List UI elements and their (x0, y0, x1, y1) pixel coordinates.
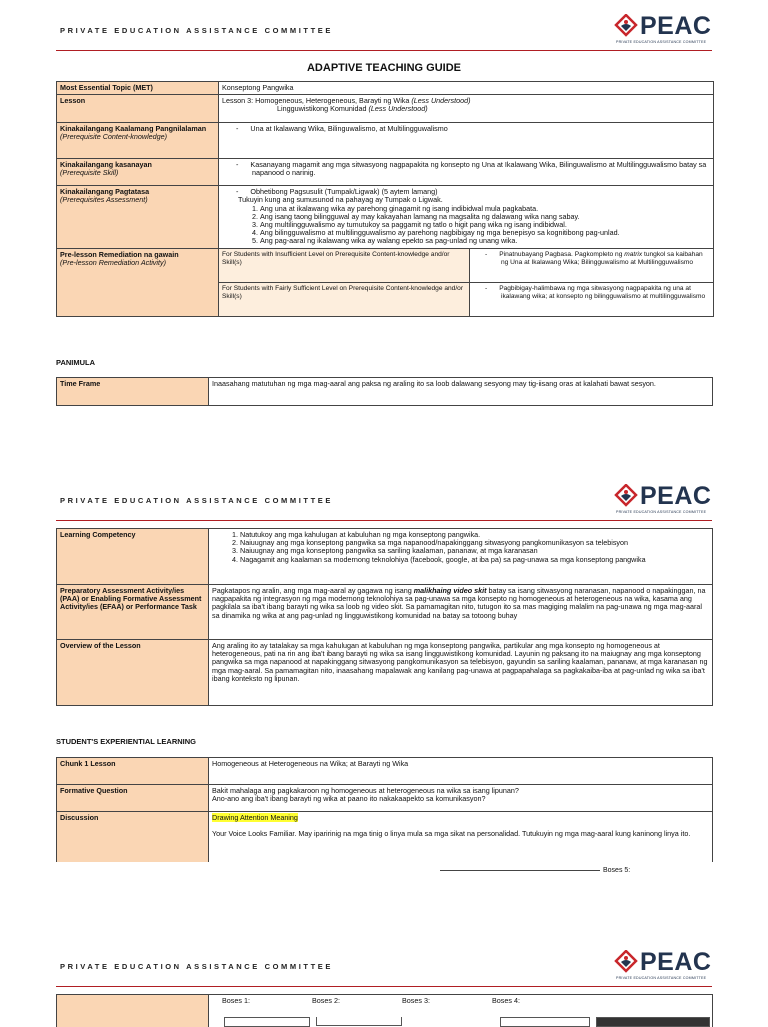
lesson-line2: Lingguwistikong Komunidad (277, 104, 367, 114)
rem-row1-right (470, 248, 714, 282)
disc-highlight: Drawing Attention Meaning (212, 813, 298, 822)
table-row (57, 758, 713, 785)
competency-table (56, 528, 713, 706)
list-item: 2. Ang isang taong bilingguwal ay may kakayahan lamang na magsalita ng dalawang wika nang sabay. (260, 213, 710, 221)
pra-label (57, 186, 219, 248)
rem-label (57, 248, 219, 316)
rem-row1-item: - Pinatnubayang Pagbasa. Pagkompleto ng matrix tungkol sa kaibahan ng Una at Ikalawang Wika; Bilingguwalismo at Multilingguwalismo (501, 251, 710, 267)
table-row (57, 248, 714, 282)
page-title: ADAPTIVE TEACHING GUIDE (306, 62, 461, 74)
header-rule (56, 986, 712, 987)
peac-mark-icon (614, 950, 638, 974)
voice-label: Boses 1: (222, 996, 250, 1005)
voice-label: Boses 4: (492, 996, 520, 1005)
list-item: 2. Naiuugnay ang mga konseptong pangwika sa mga napanood/napakinggang sitwasyong pangkomunikasyon sa telebisyon (240, 539, 709, 547)
table-row (57, 95, 714, 123)
logo-text: PEAC (640, 482, 712, 510)
logo-text: PEAC (640, 12, 712, 40)
divider (440, 870, 600, 871)
tf-value: Inaasahang matutuhan ng mga mag-aaral ang paksa ng araling ito sa loob dalawang sesyong may tig-iisang oras at kalahati bawat sesyon. (209, 378, 713, 406)
fq-line2: Ano-ano ang iba't ibang barayti ng wika at paano ito nakakaapekto sa komunikasyon? (212, 794, 486, 804)
pra-instruction: Tukuyin kung ang sumusunod na pahayag ay Tumpak o Ligwak. (238, 195, 443, 205)
list-item: 3. Ang multilingguwalismo ay tumutukoy sa paggamit ng tatlo o higit pang wika ng isang indibidwal. (260, 221, 710, 229)
page-header-2 (0, 470, 768, 514)
table-row (57, 82, 714, 95)
prk-sub: (Prerequisite Content-knowledge) (60, 132, 168, 142)
rem-row2-left: For Students with Fairly Sufficient Level on Prerequisite Content-knowledge and/or Skill(s) (219, 282, 470, 316)
logo-subtext: PRIVATE EDUCATION ASSISTANCE COMMITTEE (616, 510, 707, 514)
fq-value (209, 785, 713, 812)
rem-row1-left: For Students with Insufficient Level on Prerequisite Content-knowledge and/or Skill(s) (219, 248, 470, 282)
lesson-label: Lesson (57, 95, 219, 123)
list-item: 1. Ang una at ikalawang wika ay parehong ginagamit ng isang indibidwal mula pagkabata. (260, 205, 710, 213)
voice-image-1 (224, 1017, 310, 1027)
list-item: 4. Nagagamit ang kaalaman sa modernong teknolohiya (facebook, google, at iba pa) sa pag-unawa sa mga konseptong pangwika (240, 556, 709, 564)
rem-row2-right (470, 282, 714, 316)
header-rule (56, 520, 712, 521)
voice-image-2 (316, 1017, 402, 1026)
lc-label: Learning Competency (57, 529, 209, 585)
peac-mark-icon (614, 14, 638, 38)
prs-label-text: Kinakailangang kasanayan (60, 160, 152, 170)
table-row (57, 378, 713, 406)
committee-name: PRIVATE EDUCATION ASSISTANCE COMMITTEE (60, 496, 333, 505)
fq-label: Formative Question (57, 785, 209, 812)
committee-name: PRIVATE EDUCATION ASSISTANCE COMMITTEE (60, 26, 333, 35)
disc-label: Discussion (57, 812, 209, 862)
header-rule (56, 50, 712, 51)
peac-logo (614, 12, 710, 46)
table-row (57, 159, 714, 186)
peac-logo (614, 948, 710, 982)
prk-label (57, 123, 219, 159)
ov-label: Overview of the Lesson (57, 640, 209, 706)
page-header-3 (0, 936, 768, 980)
paa-label: Preparatory Assessment Activity/ies (PAA) or Enabling Formative Assessment Activity/ies (EFAA) or Performance Task (57, 585, 209, 640)
prs-value (219, 159, 714, 186)
list-item: 4. Ang bilingguwalismo at multilingguwalismo ay parehong nagbibigay ng mga benepisyo sa kognitibong pag-unlad. (260, 229, 710, 237)
pra-head: - Obhetibong Pagsusulit (Tumpak/Ligwak) (5 aytem lamang) (252, 188, 710, 196)
logo-text: PEAC (640, 948, 712, 976)
table-row (57, 785, 713, 812)
sel-heading: STUDENT'S EXPERIENTIAL LEARNING (56, 737, 196, 746)
peac-logo (614, 482, 710, 516)
lesson-info-table (56, 81, 714, 317)
logo-subtext: PRIVATE EDUCATION ASSISTANCE COMMITTEE (616, 40, 707, 44)
prs-label (57, 159, 219, 186)
ov-value: Ang araling ito ay tatalakay sa mga kahulugan at kabuluhan ng mga konseptong pangwika, partikular ang mga konsepto ng homogeneous at heterogeneous, pati na rin ang iba't ibang barayti ng wika sa isang lingguwistikong komunidad. Layunin ng paksang ito na maiugnay ang mga konseptong pangwika sa mga napanood at napakinggang sitwasyong pangkomunikasyon sa telebisyon, gayundin sa sariling kaalaman, pananaw, at mga karanasan ng mga mag-aaral. Sa pamamagitan nito, inaasahang mapalawak ang kanilang pag-unawa at pagpapahalaga sa pagkakaiba-iba at pag-unlad ng wika sa iba't ibang konteksto ng lipunan. (209, 640, 713, 706)
voices-label-cell (57, 995, 209, 1027)
voice-label: Boses 3: (402, 996, 430, 1005)
rem-label-text: Pre-lesson Remediation na gawain (60, 249, 179, 259)
lc-value (209, 529, 713, 585)
prs-sub: (Prerequisite Skill) (60, 168, 119, 178)
tf-label: Time Frame (57, 378, 209, 406)
lesson-line2-note: (Less Understood) (368, 104, 428, 114)
chunk-value: Homogeneous at Heterogeneous na Wika; at Barayti ng Wika (209, 758, 713, 785)
voice-image-4 (500, 1017, 590, 1027)
prk-value (219, 123, 714, 159)
disc-value (209, 812, 713, 862)
disc-body: Your Voice Looks Familiar. May iparirinig na mga tinig o linya mula sa mga sikat na personalidad. Tutukuyin ng mga mag-aaral kung kaninong linya ito. (212, 829, 691, 839)
list-item: 5. Ang pag-aaral ng ikalawang wika ay walang epekto sa pag-unlad ng unang wika. (260, 237, 710, 245)
table-row (57, 812, 713, 862)
met-value: Konseptong Pangwika (219, 82, 714, 95)
voice-label: Boses 2: (312, 996, 340, 1005)
pra-sub: (Prerequisites Assessment) (60, 195, 148, 205)
paa-value: Pagkatapos ng aralin, ang mga mag-aaral ay gagawa ng isang malikhaing video skit batay sa isang sitwasyong naranasan, napanood o napakinggan, na nagpapakita ng integrasyon ng mga modernong teknolohiya sa pag-unawa sa mga konsepto ng homogeneous at heterogeneous na wika, kasama ang pagkilala sa iba't ibang barayti ng wika sa loob ng video skit. Sa pamamagitan nito, tutugon ito sa mas magiging malalim na pag-unawa ng mga mag-aaral sa dinamika ng wika at ang pag-unlad ng lingguwistikong komunidad na batay sa totoong buhay (209, 585, 713, 640)
voice-labels (212, 997, 709, 1005)
table-row (57, 186, 714, 248)
table-row (57, 123, 714, 159)
table-row (57, 640, 713, 706)
prk-item: - Una at Ikalawang Wika, Bilinguwalismo, at Multilingguwalismo (252, 125, 710, 133)
table-row (57, 529, 713, 585)
lesson-line1: Lesson 3: Homogeneous, Heterogeneous, Barayti ng Wika (222, 96, 410, 106)
rem-sub: (Pre-lesson Remediation Activity) (60, 257, 166, 267)
pra-items (222, 205, 710, 246)
committee-name: PRIVATE EDUCATION ASSISTANCE COMMITTEE (60, 962, 333, 971)
panimula-heading: PANIMULA (56, 358, 96, 367)
lesson-line1-note: (Less Understood) (411, 96, 471, 106)
lesson-value (219, 95, 714, 123)
list-item: 3. Naiuugnay ang mga konseptong pangwika sa sariling kaalaman, pananaw, at mga karanasan (240, 547, 709, 555)
list-item: 1. Natutukoy ang mga kahulugan at kabuluhan ng mga konseptong pangwika. (240, 531, 709, 539)
boses5-label: Boses 5: (603, 867, 631, 874)
time-frame-table (56, 377, 713, 406)
chunk-label: Chunk 1 Lesson (57, 758, 209, 785)
pra-label-text: Kinakailangang Pagtatasa (60, 187, 150, 197)
prs-item: - Kasanayang magamit ang mga sitwasyong nagpapakita ng konsepto ng Una at Ikalawang Wika, Bilinguwalismo at Multilingguwalismo batay sa napanood o narinig. (252, 161, 710, 177)
fq-line1: Bakit mahalaga ang pagkakaroon ng homogeneous at heterogeneous na wika sa isang lipunan? (212, 786, 519, 795)
pra-value (219, 186, 714, 248)
logo-subtext: PRIVATE EDUCATION ASSISTANCE COMMITTEE (616, 976, 707, 980)
table-row (57, 585, 713, 640)
experiential-table (56, 757, 713, 862)
rem-row2-item: - Pagbibigay-halimbawa ng mga sitwasyong nagpapakita ng una at ikalawang wika; at konsepto ng bilingguwalismo at multilingguwalismo (501, 285, 710, 301)
met-label: Most Essential Topic (MET) (57, 82, 219, 95)
page-header-1 (0, 0, 768, 44)
prk-label-text: Kinakailangang Kaalamang Pangnilalaman (60, 124, 207, 134)
voice-image-5 (596, 1017, 710, 1027)
peac-mark-icon (614, 484, 638, 508)
